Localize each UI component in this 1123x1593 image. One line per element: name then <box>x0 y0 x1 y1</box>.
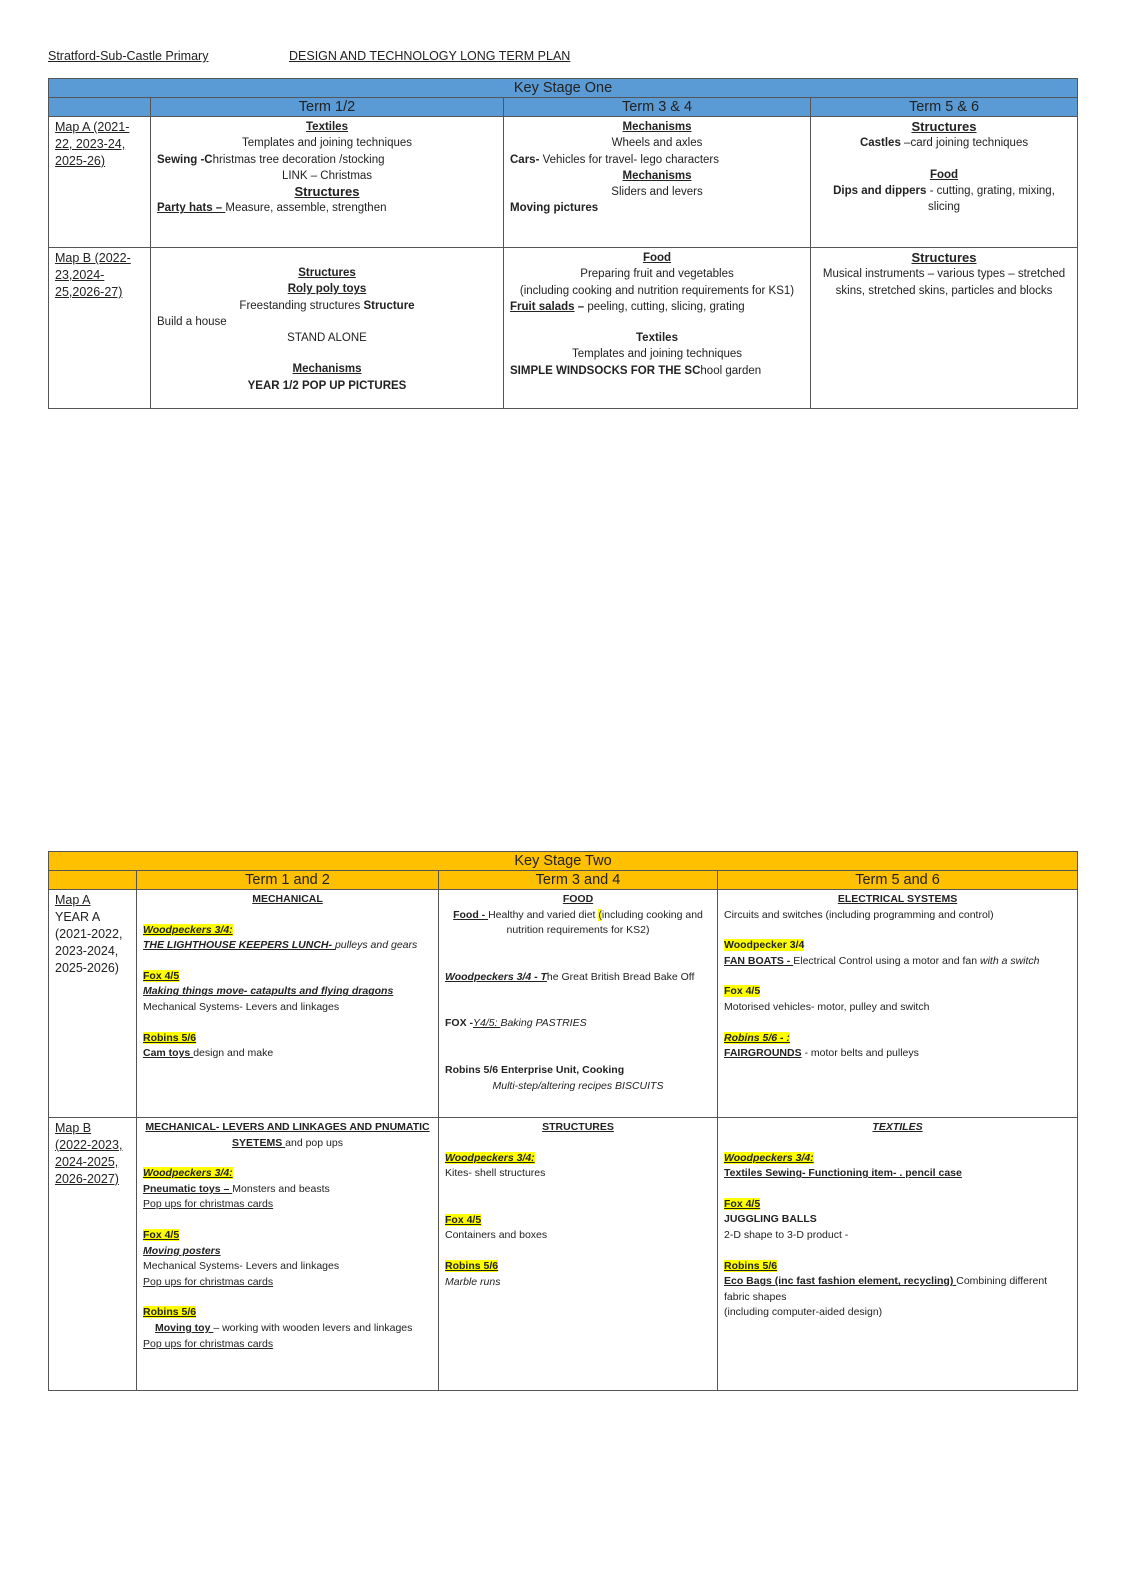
ks2-title: Key Stage Two <box>49 852 1078 871</box>
ks1-map-a-term-3-4: Mechanisms Wheels and axles Cars- Vehicles for travel- lego characters Mechanisms Sliders and levers Moving pictures <box>504 117 811 248</box>
ks2-map-a-term-3-4: FOOD Food - Healthy and varied diet (including cooking and nutrition requirements for KS2) Woodpeckers 3/4 - The Great British Bread Bake Off FOX -Y4/5: Baking PASTRIES Robins 5/6 Enterprise Unit, Cooking Multi-step/altering recipes BISCUITS <box>439 890 718 1118</box>
ks1-title: Key Stage One <box>49 79 1078 98</box>
ks1-map-b-term-1-2: Structures Roly poly toys Freestanding structures Structure Build a house STAND ALONE Mechanisms YEAR 1/2 POP UP PICTURES <box>151 248 504 409</box>
ks2-table <box>48 851 1078 1391</box>
document-title: DESIGN AND TECHNOLOGY LONG TERM PLAN <box>289 49 571 63</box>
ks2-term-5-6: Term 5 and 6 <box>718 871 1078 890</box>
ks2-corner <box>49 871 137 890</box>
ks1-map-b-term-3-4: Food Preparing fruit and vegetables (including cooking and nutrition requirements for KS1) Fruit salads – peeling, cutting, slicing, grating Textiles Templates and joining techniques SIMPLE WINDSOCKS FOR THE SChool garden <box>504 248 811 409</box>
ks1-table <box>48 78 1078 409</box>
school-name: Stratford-Sub-Castle Primary <box>48 49 209 63</box>
ks1-map-a-term-1-2: Textiles Templates and joining techniques Sewing -Christmas tree decoration /stocking LINK – Christmas Structures Party hats – Measure, assemble, strengthen <box>151 117 504 248</box>
ks2-map-a-label: Map A YEAR A (2021-2022, 2023-2024, 2025-2026) <box>49 890 137 1118</box>
ks2-map-b-label: Map B (2022-2023, 2024-2025, 2026-2027) <box>49 1118 137 1391</box>
ks2-term-1-2: Term 1 and 2 <box>137 871 439 890</box>
ks2-term-3-4: Term 3 and 4 <box>439 871 718 890</box>
ks2-map-a-term-5-6: ELECTRICAL SYSTEMS Circuits and switches (including programming and control) Woodpecker 3/4 FAN BOATS - Electrical Control using a motor and fan with a switch Fox 4/5 Motorised vehicles- motor, pulley and switch Robins 5/6 - : FAIRGROUNDS - motor belts and pulleys <box>718 890 1078 1118</box>
ks1-term-1-2: Term 1/2 <box>151 98 504 117</box>
ks2-map-b-term-5-6: TEXTILES Woodpeckers 3/4: Textiles Sewing- Functioning item- . pencil case Fox 4/5 JUGGLING BALLS 2-D shape to 3-D product - Robins 5/6 Eco Bags (inc fast fashion element, recycling) Combining different fabric shapes (including computer-aided design) <box>718 1118 1078 1391</box>
ks2-map-a-term-1-2: MECHANICAL Woodpeckers 3/4: THE LIGHTHOUSE KEEPERS LUNCH- pulleys and gears Fox 4/5 Making things move- catapults and flying dragons Mechanical Systems- Levers and linkages Robins 5/6 Cam toys design and make <box>137 890 439 1118</box>
ks2-map-b-term-1-2: MECHANICAL- LEVERS AND LINKAGES AND PNUMATIC SYETEMS and pop ups Woodpeckers 3/4: Pneumatic toys – Monsters and beasts Pop ups for christmas cards Fox 4/5 Moving posters Mechanical Systems- Levers and linkages Pop ups for christmas cards Robins 5/6 Moving toy – working with wooden levers and linkages Pop ups for christmas cards <box>137 1118 439 1391</box>
ks1-term-3-4: Term 3 & 4 <box>504 98 811 117</box>
ks1-map-a-label: Map A (2021-22, 2023-24, 2025-26) <box>49 117 151 248</box>
ks1-corner <box>49 98 151 117</box>
ks2-map-b-term-3-4: STRUCTURES Woodpeckers 3/4: Kites- shell structures Fox 4/5 Containers and boxes Robins 5/6 Marble runs <box>439 1118 718 1391</box>
ks1-map-b-label: Map B (2022-23,2024-25,2026-27) <box>49 248 151 409</box>
ks1-map-b-term-5-6: Structures Musical instruments – various types – stretched skins, stretched skins, particles and blocks <box>811 248 1078 409</box>
ks1-term-5-6: Term 5 & 6 <box>811 98 1078 117</box>
ks1-map-a-term-5-6: Structures Castles –card joining techniques Food Dips and dippers - cutting, grating, mixing, slicing <box>811 117 1078 248</box>
